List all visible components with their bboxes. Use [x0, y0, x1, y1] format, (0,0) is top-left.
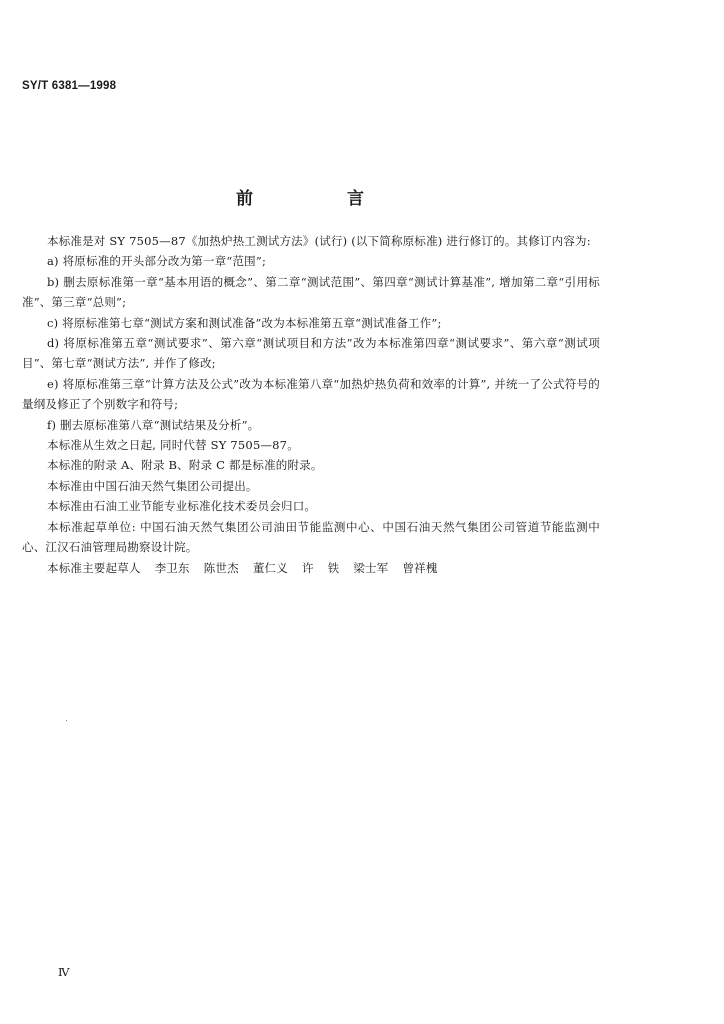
drafter-name: 许	[301, 560, 314, 575]
paragraph: e) 将原标准第三章“计算方法及公式”改为本标准第八章“加热炉热负荷和效率的计算”, 并统一了公式符号的量纲及修正了个别数字和符号;	[22, 376, 600, 412]
standard-code: SY/T 6381—1998	[22, 80, 117, 92]
page-title: 前 言	[236, 189, 408, 209]
paragraph: d) 将原标准第五章“测试要求”、第六章“测试项目和方法”改为本标准第四章“测试要求”、第六章“测试项目”、第七章“测试方法”, 并作了修改;	[22, 336, 600, 371]
paragraph: 本标准的附录 A、附录 B、附录 C 都是标准的附录。	[47, 458, 323, 473]
document-body	[22, 231, 600, 578]
paragraph: a) 将原标准的开头部分改为第一章“范围”;	[47, 254, 267, 269]
paragraph: 本标准起草单位: 中国石油天然气集团公司油田节能监测中心、中国石油天然气集团公司管道节能监测中心、江汉石油管理局勘察设计院。	[22, 519, 600, 555]
drafters-line	[22, 558, 600, 578]
drafter-name: 曾祥槐	[402, 560, 438, 575]
drafters-label: 本标准主要起草人	[47, 560, 141, 575]
paragraph: f) 删去原标准第八章“测试结果及分析”。	[47, 417, 260, 432]
drafter-name: 董仁义	[252, 560, 288, 575]
paragraph: 本标准是对 SY 7505—87《加热炉热工测试方法》(试行) (以下简称原标准) 进行修订的。其修订内容为:	[47, 234, 591, 248]
drafter-name: 陈世杰	[203, 560, 239, 575]
drafter-name: 李卫东	[154, 560, 190, 575]
paragraph: 本标准由中国石油天然气集团公司提出。	[47, 478, 258, 493]
paragraph: 本标准由石油工业节能专业标准化技术委员会归口。	[47, 499, 317, 514]
page-number: Ⅳ	[58, 965, 70, 979]
paragraph: c) 将原标准第七章“测试方案和测试准备”改为本标准第五章“测试准备工作”;	[47, 315, 442, 330]
paragraph: 本标准从生效之日起, 同时代替 SY 7505—87。	[47, 438, 299, 453]
drafter-name: 梁士军	[353, 560, 389, 575]
scan-speck	[66, 720, 67, 721]
paragraph: b) 删去原标准第一章“基本用语的概念”、第二章“测试范围”、第四章“测试计算基准”, 增加第二章“引用标准”、第三章“总则”;	[22, 274, 600, 310]
drafter-name: 铁	[327, 560, 340, 575]
